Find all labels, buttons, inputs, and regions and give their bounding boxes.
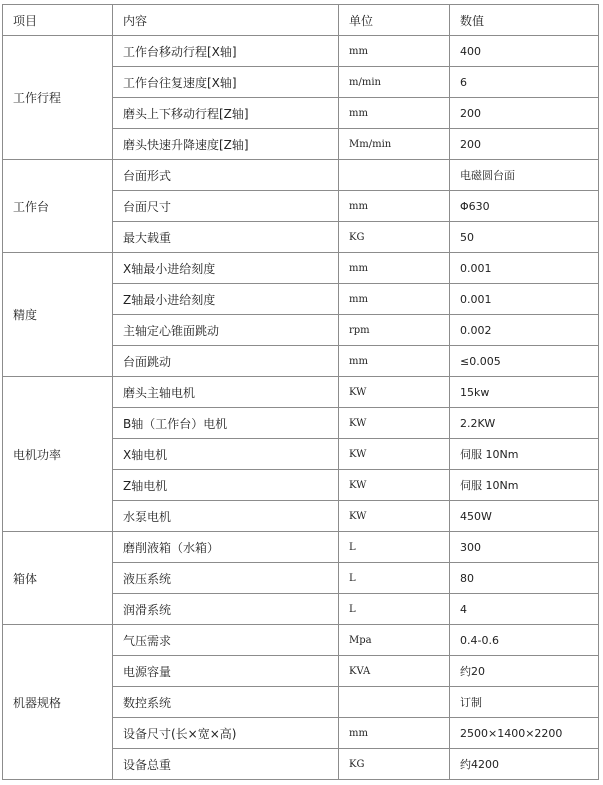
value-cell: 200 [450,98,599,129]
value-cell: 0.001 [450,284,599,315]
value-cell: 4 [450,594,599,625]
group-name-cell: 工作台 [3,160,113,253]
content-cell: 台面尺寸 [113,191,339,222]
table-row [3,253,599,284]
value-cell: 伺服 10Nm [450,439,599,470]
content-cell: X轴电机 [113,439,339,470]
value-cell: Φ630 [450,191,599,222]
table-row [3,377,599,408]
value-cell: 80 [450,563,599,594]
content-cell: 磨头快速升降速度[Z轴] [113,129,339,160]
unit-cell: mm [339,346,450,377]
content-cell: 电源容量 [113,656,339,687]
content-cell: 工作台移动行程[X轴] [113,36,339,67]
unit-cell: m/min [339,67,450,98]
group-name-cell: 箱体 [3,532,113,625]
table-row [3,532,599,563]
unit-cell [339,687,450,718]
content-cell: 气压需求 [113,625,339,656]
value-cell: 约20 [450,656,599,687]
unit-cell: mm [339,718,450,749]
table-row [3,160,599,191]
header-item: 项目 [3,5,113,36]
content-cell: Z轴电机 [113,470,339,501]
value-cell: 0.001 [450,253,599,284]
group-name-cell: 机器规格 [3,625,113,780]
unit-cell: KW [339,408,450,439]
unit-cell: mm [339,191,450,222]
value-cell: 订制 [450,687,599,718]
unit-cell: KG [339,222,450,253]
value-cell: 300 [450,532,599,563]
group-name-cell: 精度 [3,253,113,377]
content-cell: 主轴定心锥面跳动 [113,315,339,346]
content-cell: 水泵电机 [113,501,339,532]
unit-cell: L [339,563,450,594]
unit-cell: L [339,594,450,625]
header-content: 内容 [113,5,339,36]
value-cell: 电磁圆台面 [450,160,599,191]
unit-cell: mm [339,284,450,315]
unit-cell: mm [339,253,450,284]
unit-cell: KW [339,501,450,532]
spec-table [2,4,599,780]
value-cell: 450W [450,501,599,532]
group-name-cell: 电机功率 [3,377,113,532]
content-cell: Z轴最小进给刻度 [113,284,339,315]
content-cell: B轴（工作台）电机 [113,408,339,439]
content-cell: 磨削液箱（水箱） [113,532,339,563]
content-cell: 台面形式 [113,160,339,191]
header-row [3,5,599,36]
value-cell: 0.002 [450,315,599,346]
value-cell: 0.4-0.6 [450,625,599,656]
value-cell: ≤0.005 [450,346,599,377]
content-cell: X轴最小进给刻度 [113,253,339,284]
unit-cell: rpm [339,315,450,346]
unit-cell: mm [339,36,450,67]
content-cell: 设备总重 [113,749,339,780]
table-row [3,625,599,656]
unit-cell: KW [339,377,450,408]
unit-cell: Mpa [339,625,450,656]
unit-cell: mm [339,98,450,129]
unit-cell: L [339,532,450,563]
group-name-cell: 工作行程 [3,36,113,160]
content-cell: 磨头上下移动行程[Z轴] [113,98,339,129]
content-cell: 最大载重 [113,222,339,253]
content-cell: 液压系统 [113,563,339,594]
table-body [3,36,599,780]
content-cell: 设备尺寸(长×宽×高) [113,718,339,749]
unit-cell: Mm/min [339,129,450,160]
table-header [3,5,599,36]
content-cell: 磨头主轴电机 [113,377,339,408]
value-cell: 15kw [450,377,599,408]
header-unit: 单位 [339,5,450,36]
content-cell: 润滑系统 [113,594,339,625]
unit-cell: KVA [339,656,450,687]
value-cell: 50 [450,222,599,253]
unit-cell [339,160,450,191]
value-cell: 伺服 10Nm [450,470,599,501]
value-cell: 6 [450,67,599,98]
content-cell: 工作台往复速度[X轴] [113,67,339,98]
header-value: 数值 [450,5,599,36]
value-cell: 2500×1400×2200 [450,718,599,749]
unit-cell: KG [339,749,450,780]
value-cell: 200 [450,129,599,160]
value-cell: 约4200 [450,749,599,780]
table-row [3,36,599,67]
value-cell: 400 [450,36,599,67]
content-cell: 台面跳动 [113,346,339,377]
value-cell: 2.2KW [450,408,599,439]
unit-cell: KW [339,470,450,501]
unit-cell: KW [339,439,450,470]
content-cell: 数控系统 [113,687,339,718]
